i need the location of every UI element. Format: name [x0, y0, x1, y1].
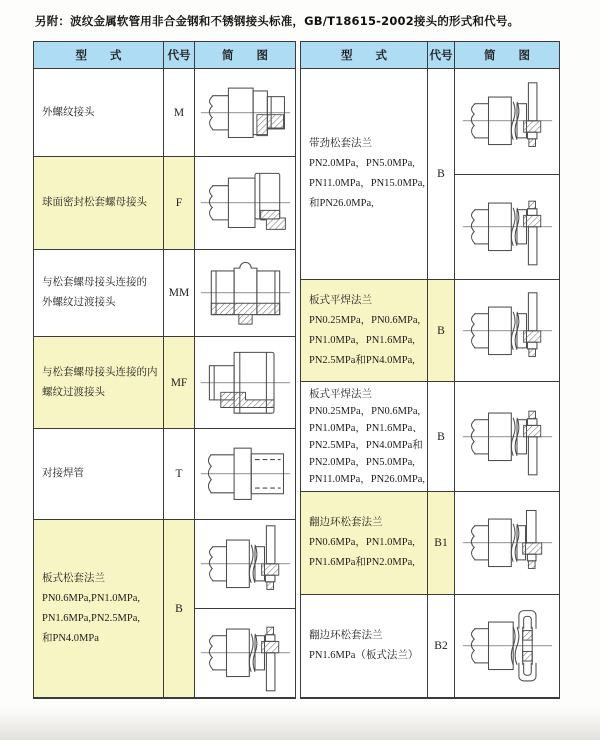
type-line: PN1.0MPa，PN1.6MPa,: [309, 334, 415, 346]
type-line: 板式松套法兰: [42, 572, 105, 584]
type-line: PN1.6MPa,PN2.5MPa,: [42, 612, 141, 624]
type-line: PN2.5MPa，PN4.0MPa和: [309, 439, 423, 451]
type-line: 和PN4.0MPa: [42, 632, 99, 644]
diagram-cell: [454, 280, 559, 381]
type-cell: [301, 595, 427, 697]
type-line: 翻边环松套法兰: [309, 517, 383, 528]
type-line: 外螺纹过渡接头: [42, 297, 116, 308]
type-line: PN2.5MPa和PN4.0MPa,: [309, 354, 415, 366]
table-row: [34, 519, 295, 697]
code-cell: M: [163, 69, 194, 156]
table-row: [301, 279, 559, 381]
table-row: [34, 428, 295, 519]
table-row: [301, 594, 559, 697]
type-line: 和PN26.0MPa,: [309, 198, 374, 209]
male-thread-joint-diagram: [195, 69, 295, 156]
type-line: 螺纹过渡接头: [42, 386, 105, 398]
type-line: 板式平焊法兰: [309, 388, 372, 400]
table-row: [301, 68, 559, 279]
type-line: 外螺纹接头: [42, 106, 95, 118]
header-cell-type: 型 式: [301, 42, 427, 68]
fittings-table-right: [300, 41, 560, 699]
table-row: [34, 156, 295, 249]
code-cell: B: [427, 69, 454, 279]
diagram-cell: [454, 382, 559, 491]
header-cell-code: 代号: [427, 42, 454, 68]
type-line: 与松套螺母接头连接的: [42, 277, 147, 288]
collar-flange-b2-diagram: [455, 595, 559, 697]
code-cell: MF: [163, 337, 194, 428]
code-cell: B: [163, 520, 194, 697]
header-cell-diagram: 简 图: [194, 42, 295, 68]
male-male-adapter-diagram: [195, 250, 295, 336]
table-row: [301, 381, 559, 491]
type-cell: [301, 280, 427, 381]
header-cell-diagram: 简 图: [454, 42, 559, 68]
diagram-cell: [454, 595, 559, 697]
type-cell: [34, 520, 163, 697]
code-cell: MM: [163, 250, 194, 336]
weld-flange-down-diagram: [455, 382, 559, 491]
diagram-cell: [194, 337, 295, 428]
type-line: PN0.25MPa，PN0.6MPa,: [309, 314, 421, 326]
scan-shadow: [0, 708, 600, 740]
sphere-seal-loose-nut-joint-diagram: [195, 157, 295, 249]
type-line: PN1.6MPa和PN2.0MPa,: [309, 557, 415, 568]
code-cell: B1: [427, 492, 454, 594]
type-cell: [34, 337, 163, 428]
weld-flange-up-diagram: [455, 280, 559, 381]
table-row: [34, 249, 295, 336]
butt-weld-pipe-diagram: [195, 429, 295, 519]
type-line: 翻边环松套法兰: [309, 630, 383, 641]
loose-flange-down-diagram: [195, 608, 295, 697]
type-cell: [34, 157, 163, 249]
male-female-adapter-diagram: [195, 337, 295, 428]
type-line: PN2.0MPa，PN5.0MPa,: [309, 456, 415, 468]
type-cell: [34, 429, 163, 519]
code-cell: T: [163, 429, 194, 519]
code-cell: F: [163, 157, 194, 249]
diagram-cell: [194, 69, 295, 156]
type-line: 板式平焊法兰: [309, 294, 372, 306]
type-line: PN11.0MPa，PN26.0MPa,: [309, 473, 426, 485]
diagram-cell: [454, 492, 559, 594]
diagram-cell: [454, 69, 559, 279]
diagram-cell: [194, 250, 295, 336]
table-row: [34, 68, 295, 156]
diagram-cell: [194, 157, 295, 249]
code-cell: B2: [427, 595, 454, 697]
collar-flange-b1-diagram: [455, 492, 559, 594]
type-line: 对接焊管: [42, 468, 84, 479]
type-line: PN2.0MPa，PN5.0MPa,: [309, 158, 415, 169]
type-line: PN11.0MPa，PN15.0MPa,: [309, 178, 426, 189]
type-line: PN0.25MPa，PN0.6MPa,: [309, 405, 421, 417]
type-line: 带劲松套法兰: [309, 138, 372, 149]
loose-flange-down-diagram: [455, 174, 559, 280]
type-cell: [301, 69, 427, 279]
type-line: PN1.0MPa，PN1.6MPa、: [309, 422, 423, 434]
type-cell: [301, 492, 427, 594]
code-cell: B: [427, 280, 454, 381]
diagram-cell: [194, 429, 295, 519]
table-header-row: [301, 42, 559, 68]
header-cell-type: 型 式: [34, 42, 163, 68]
type-cell: [34, 250, 163, 336]
diagram-cell: [194, 520, 295, 697]
loose-flange-up-diagram: [195, 520, 295, 608]
table-row: [34, 336, 295, 428]
loose-flange-up-diagram: [455, 69, 559, 174]
type-line: 与松套螺母接头连接的内: [42, 366, 158, 378]
type-cell: [34, 69, 163, 156]
fittings-table-left: [33, 41, 296, 699]
page-caption: 另附：波纹金属软管用非合金钢和不锈钢接头标准，GB/T18615-2002接头的形式和代号。: [35, 14, 520, 28]
type-line: PN0.6MPa，PN1.0MPa,: [309, 537, 415, 548]
type-cell: [301, 382, 427, 491]
table-header-row: [34, 42, 295, 68]
type-line: PN1.6MPa（板式法兰）: [309, 650, 419, 661]
type-line: PN0.6MPa,PN1.0MPa,: [42, 592, 141, 604]
code-cell: B: [427, 382, 454, 491]
type-line: 球面密封松套螺母接头: [42, 197, 147, 208]
table-row: [301, 491, 559, 594]
header-cell-code: 代号: [163, 42, 194, 68]
